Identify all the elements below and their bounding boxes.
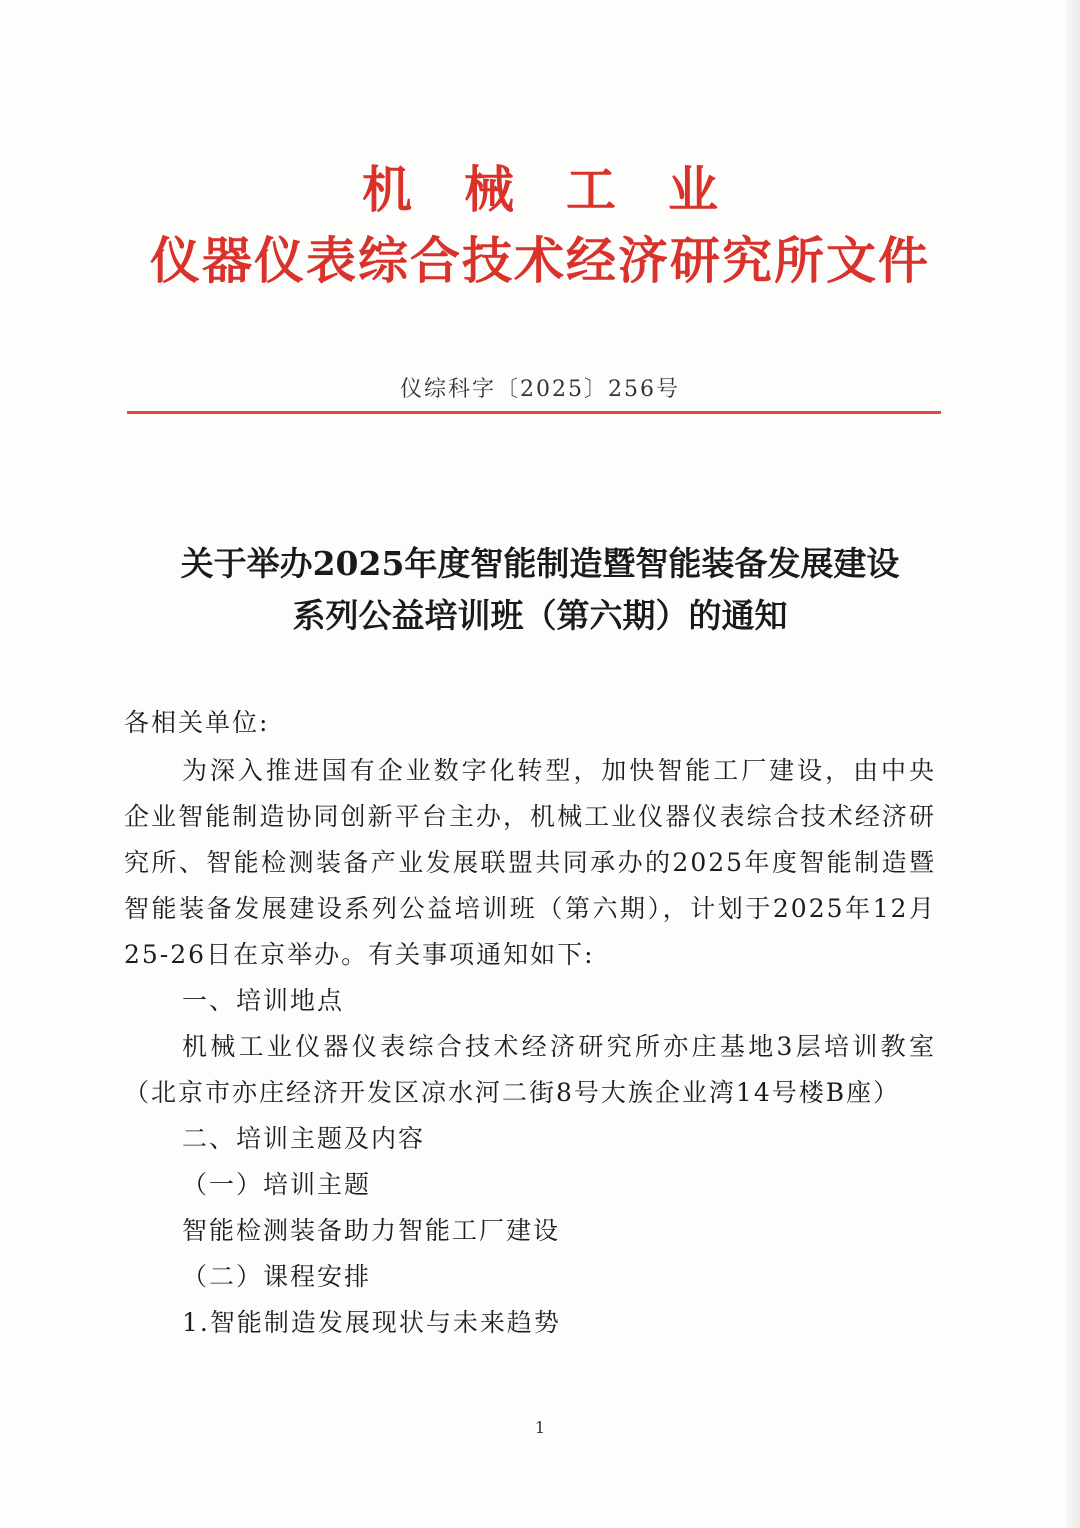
- subsection1-text: 智能检测装备助力智能工厂建设: [182, 1216, 561, 1245]
- page-number: 1: [534, 1418, 546, 1437]
- document-number: 仪综科字〔2025〕256号: [400, 377, 680, 402]
- section1-heading: 一、培训地点: [182, 986, 345, 1015]
- course-item: 1.智能制造发展现状与未来趋势: [182, 1308, 561, 1337]
- red-divider: [127, 411, 941, 414]
- document-body: [124, 700, 936, 1346]
- title-line1: 关于举办2025年度智能制造暨智能装备发展建设: [180, 544, 900, 583]
- intro-paragraph: 为深入推进国有企业数字化转型，加快智能工厂建设，由中央企业智能制造协同创新平台主办，机械工业仪器仪表综合技术经济研究所、智能检测装备产业发展联盟共同承办的2025年度智能制造暨智能装备发展建设系列公益培训班（第六期），计划于2025年12月25-26日在京举办。有关事项通知如下:: [124, 756, 936, 969]
- issuer-header-line2: 仪器仪表综合技术经济研究所文件: [150, 231, 930, 290]
- subsection1-heading: （一）培训主题: [182, 1170, 372, 1199]
- issuer-header-line1: 机械工业: [362, 160, 770, 219]
- subsection2-heading: （二）课程安排: [182, 1262, 372, 1291]
- section1-paragraph: 机械工业仪器仪表综合技术经济研究所亦庄基地3层培训教室（北京市亦庄经济开发区凉水河二街8号大族企业湾14号楼B座）: [124, 1032, 936, 1107]
- salutation: 各相关单位:: [124, 708, 270, 737]
- section2-heading: 二、培训主题及内容: [182, 1124, 426, 1153]
- title-line2: 系列公益培训班（第六期）的通知: [292, 596, 788, 635]
- document-title: [100, 538, 980, 642]
